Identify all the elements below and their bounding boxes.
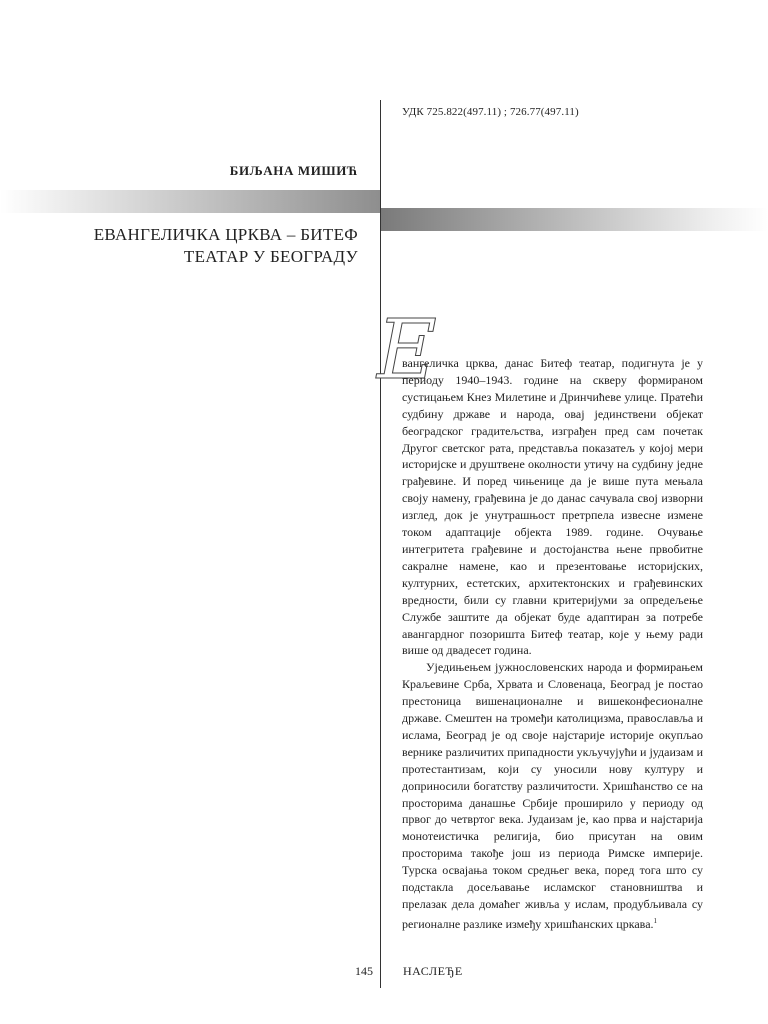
journal-name: НАСЛЕЂЕ: [403, 964, 463, 978]
paragraph-2-text: Уједињењем јужнословенских народа и формирањем Краљевине Срба, Хрвата и Словенаца, Београд је постао престоница вишенационалне и вишеконфесионалне државе. Смештен на тромеђи католицизма, православља и ислама, Београд је од своје најстарије историје окупљао вернике различитих припадности укључујући и јудаизам и протестантизам, који су уносили нову културу и доприносили богатству различитости. Хришћанство се на просторима данашње Србије проширило у периоду од првог до четвртог века. Јудаизам је, као прва и најстарија монотеистичка религија, био присутан на овим просторима такође још из периода Римске империје. Турска освајања током средњег века, поред тога што су подстакла досељавање исламског становништва и прелазак дела домаћег живља у ислам, продубљивала су регионалне разлике између хришћанских цркава.: [402, 660, 703, 931]
footnote-marker[interactable]: 1: [653, 916, 658, 925]
article-title: [58, 224, 358, 268]
title-line-1: ЕВАНГЕЛИЧКА ЦРКВА – БИТЕФ: [93, 225, 358, 244]
article-body: [402, 355, 703, 933]
title-line-2: ТЕАТАР У БЕОГРАДУ: [183, 247, 358, 266]
vertical-divider: [380, 100, 381, 988]
paragraph-1: [402, 355, 703, 659]
paragraph-1-text: вангеличка црква, данас Битеф театар, подигнута је у периоду 1940–1943. године на скверу формираном сустицањем Кнез Милетине и Дринчићеве улице. Пратећи судбину државе и народа, овај јединствени објекат београдског градитељства, изграђен пред сам почетак Другог светског рата, представља показатељ у којој мери историјске и друштвене околности утичу на судбину једне грађевине. И поред чињенице да је више пута мењала своју намену, грађевина је до данас сачувала свој изворни изглед, док је унутрашњост претрпела извесне измене током адаптације објекта 1989. године. Очување интегритета грађевине и достојанства њене првобитне сакралне намене, као и презентовање историјских, културних, естетских, архитектонских и грађевинских вредности, били су главни критеријуми за опредељење Службе заштите да објекат буде адаптиран за потребе авангардног позоришта Битеф театар, које у њему ради више од двадесет година.: [402, 356, 703, 658]
drop-cap: Е: [377, 303, 437, 398]
author-name: БИЉАНА МИШИЋ: [229, 163, 358, 178]
gradient-bar-right: [381, 208, 768, 231]
paragraph-2: [402, 659, 703, 933]
page-number: 145: [355, 964, 373, 978]
gradient-bar-left: [0, 190, 380, 213]
udk-classification: УДК 725.822(497.11) ; 726.77(497.11): [402, 106, 579, 118]
